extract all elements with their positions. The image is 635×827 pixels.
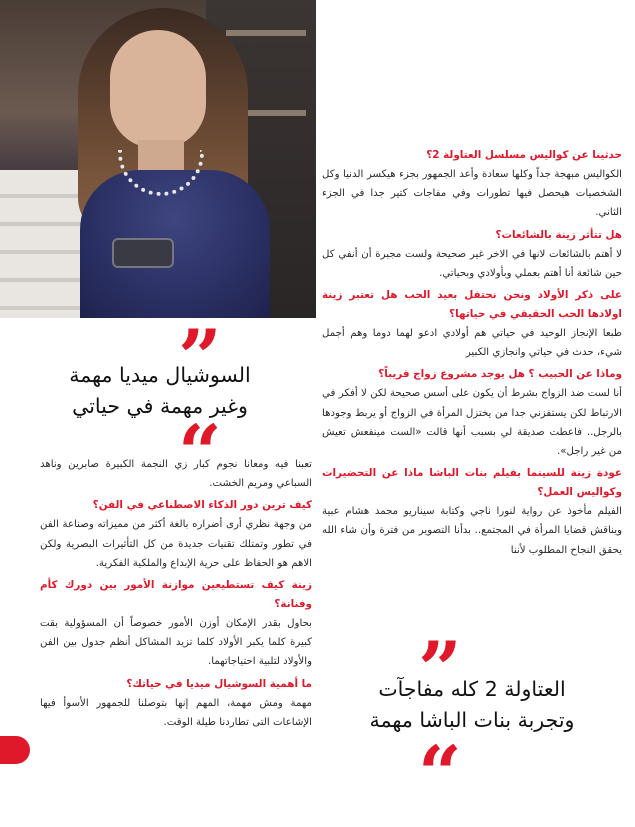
answer-paragraph: مهمة ومش مهمة، المهم إنها بتوصلنا للجمهور الأسوأ فيها الإشاعات التى تطاردنا طيلة الوقت.	[40, 697, 312, 728]
quote-close-mark	[178, 423, 222, 467]
pull-quote-1	[10, 328, 310, 456]
page-tab-marker	[0, 736, 30, 764]
answer-paragraph: الكواليس مبهجة جداً وكلها سعادة وأعد الجمهور بجزء هيكسر الدنيا وكل الشخصيات هيحصل فيها تطورات وفي مفاجات كتير جدا في الجزء الثاني.	[322, 169, 622, 219]
question-heading: كيف ترين دور الذكاء الاصطناعي في الفن؟	[92, 499, 312, 512]
cover-photo	[0, 0, 316, 318]
answer-paragraph: تعبنا فيه ومعانا نجوم كبار زي النجمة الكبيرة صابرين وناهد السباعي ومريم الخشت.	[40, 459, 312, 490]
pull-quote-2	[322, 640, 622, 775]
photo-shelf	[226, 30, 306, 36]
photo-face	[110, 30, 206, 148]
photo-stairs	[0, 170, 90, 318]
pull-quote-text	[10, 360, 310, 422]
answer-paragraph: بحاول بقدر الإمكان أوزن الأمور خصوصاً أن المسؤولية بقت كبيرة كلما يكبر الأولاد كلما تزيد المشاكل أنظم جدول بين الفن والأولاد لتلبية احتياجاتهما.	[40, 618, 312, 668]
pull-quote-line: السوشيال ميديا مهمة	[69, 363, 251, 387]
question-heading: هل تتأثر زينة بالشائعات؟	[495, 228, 622, 241]
pull-quote-line: العتاولة 2 كله مفاجآت	[378, 677, 566, 701]
answer-paragraph: أنا لست ضد الزواج بشرط أن يكون على أسس صحيحة لكن لا أفكر في الارتباط لكن يستفزني جدا من يختزل المرأة في الزواج أو يربط وجودها بالرجل.. فاعطت صديقة لي بسبب أنها قالت «الست مينفعش تعيش من غير راجل».	[322, 388, 622, 458]
answer-paragraph: الفيلم مأخوذ عن رواية لنورا ناجي وكتابة سيناريو محمد هشام عبية ويناقش قضايا المرأة في المجتمع.. بدأنا التصوير من فترة وأن شاء الله يحقق النجاح المطلوب لأننا	[322, 506, 622, 556]
article-column-right	[322, 146, 622, 563]
answer-paragraph: لا أهتم بالشائعات لانها في الاخر غير صحيحة ولست مجبرة أن أنفي كل حين شائعة أنا أهتم بعملي وبأولادي وبحياتي.	[322, 248, 622, 279]
answer-paragraph: طبعا الإنجاز الوحيد في حياتي هم أولادي ادعو لهما دوما وهم أجمل شيء، حدث في حياتي وانجازي الكبير	[322, 328, 622, 359]
article-column-left	[40, 455, 312, 735]
quote-close-mark	[418, 744, 462, 788]
question-heading: زينة كيف تستطيعين موازنة الأمور بين دورك كأم وفنانة؟	[40, 579, 312, 611]
answer-paragraph: من وجهة نظري أرى أضراره بالغة أكثر من مميزاته وصناعة الفن في تطور وتمتلك تقنيات جديدة من كل التأثيرات البصرية ولكن الاهم هو الحفاظ على حرية الإبداع والملكية الفكرية.	[40, 519, 312, 569]
pull-quote-text	[322, 674, 622, 736]
pull-quote-line: وغير مهمة في حياتي	[72, 394, 248, 418]
question-heading: على ذكر الأولاد ونحن نحتفل بعيد الحب هل تعتبر زينة اولادها الحب الحقيقي في حياتها؟	[322, 289, 622, 321]
photo-clutch	[112, 238, 174, 268]
question-heading: ما أهمية السوشيال ميديا في حياتك؟	[126, 677, 312, 690]
question-heading: حدثينا عن كواليس مسلسل العتاولة 2؟	[426, 149, 622, 161]
question-heading: عودة زينة للسينما بفيلم بنات الباشا ماذا عن التحضيرات وكواليس العمل؟	[322, 467, 622, 499]
question-heading: وماذا عن الحبيب ؟ هل يوجد مشروع زواج قريباً؟	[378, 368, 622, 381]
pull-quote-line: وتجربة بنات الباشا مهمة	[369, 708, 575, 732]
